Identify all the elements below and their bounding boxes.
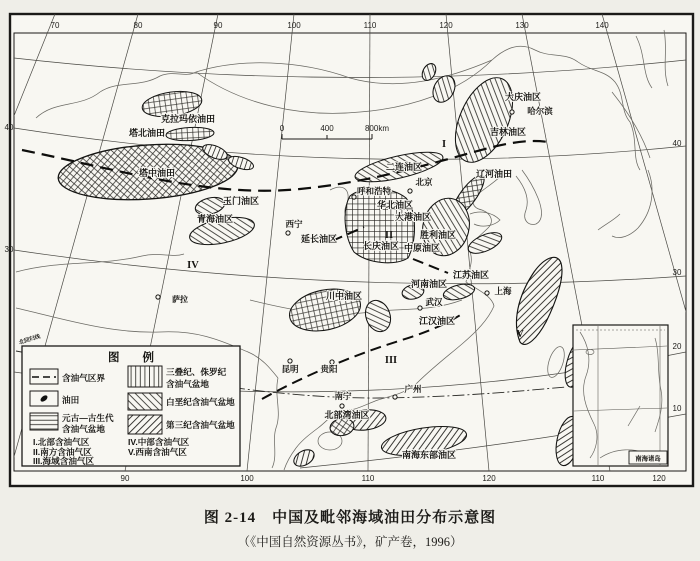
legend-symbol-proterozoic <box>30 413 58 430</box>
legend-symbol-tertiary <box>128 415 162 434</box>
legend-symbol-triassic-jurassic <box>128 366 162 387</box>
map-label: 萨拉 <box>172 295 188 304</box>
map-label: 北部湾油区 <box>324 410 370 420</box>
legend-zone: II.南方含油气区 <box>33 447 92 457</box>
map-label: 南宁 <box>334 391 352 401</box>
inset-box <box>573 325 668 466</box>
latitude-label-right: 40 <box>672 139 682 148</box>
longitude-label-top: 90 <box>213 21 223 30</box>
longitude-label-top: 80 <box>133 21 143 30</box>
legend-label: 含油气盆地 <box>62 424 105 434</box>
longitude-label-inset: 120 <box>652 474 666 483</box>
map-label: 中原油区 <box>403 243 441 253</box>
map-label: 哈尔滨 <box>527 106 553 116</box>
map-label: 西宁 <box>285 219 303 229</box>
legend-label: 含油气区界 <box>62 373 105 383</box>
caption-title: 图 2-14 中国及毗邻海域油田分布示意图 <box>203 510 497 526</box>
city-marker <box>408 189 412 193</box>
map-label: 武汉 <box>425 297 443 307</box>
map-label: 玉门油区 <box>222 196 260 206</box>
map-label: 南海东部油区 <box>401 450 457 460</box>
legend-zone: III.海域含油气区 <box>33 456 95 466</box>
map-label: 川中油区 <box>325 291 363 301</box>
latitude-label-right: 20 <box>672 342 682 351</box>
city-marker <box>418 306 422 310</box>
legend-label: 含油气盆地 <box>166 379 209 389</box>
latitude-label-left: 40 <box>4 123 14 132</box>
zone-numeral: I <box>441 139 447 150</box>
longitude-label-top: 140 <box>595 21 609 30</box>
map-label: 江苏油区 <box>452 270 490 280</box>
longitude-label-top: 70 <box>50 21 60 30</box>
longitude-label-bottom: 90 <box>120 474 130 483</box>
tropic-of-cancer-label: 北回归线 <box>18 333 42 347</box>
map-label: 华北油区 <box>376 200 414 210</box>
legend-symbol-cretaceous <box>128 393 162 410</box>
map-label: 辽河油田 <box>475 169 513 179</box>
longitude-label-bottom: 100 <box>240 474 254 483</box>
map-label: 塔中油田 <box>138 168 176 178</box>
city-marker <box>485 291 489 295</box>
caption-source: （《中国自然资源丛书》，矿产卷，1996） <box>237 535 463 549</box>
longitude-label-top: 110 <box>363 21 377 30</box>
map-label: 塔北油田 <box>128 128 166 138</box>
longitude-label-bottom: 120 <box>482 474 496 483</box>
city-marker <box>510 110 514 114</box>
map-label: 江汉油区 <box>418 316 456 326</box>
map-label: 二连油区 <box>385 162 423 172</box>
city-marker <box>288 359 292 363</box>
map-label: 广州 <box>404 384 422 394</box>
map-label: 大港油区 <box>394 212 432 222</box>
inset-title: 南海诸岛 <box>635 455 661 463</box>
latitude-label-right: 10 <box>672 404 682 413</box>
latitude-label-right: 30 <box>672 268 682 277</box>
legend-label: 油田 <box>62 395 80 405</box>
scale-tick-label: 400 <box>320 124 334 133</box>
longitude-label-inset: 110 <box>591 474 605 483</box>
map-label: 北京 <box>415 177 433 187</box>
legend-zone: IV.中部含油气区 <box>128 437 190 447</box>
longitude-label-top: 100 <box>287 21 301 30</box>
city-marker <box>352 195 356 199</box>
city-marker <box>156 295 160 299</box>
map-label: 呼和浩特 <box>356 186 392 196</box>
city-marker <box>393 395 397 399</box>
scale-tick-label: 0 <box>279 124 285 133</box>
map-label: 延长油区 <box>300 234 338 244</box>
map-label: 大庆油区 <box>504 92 542 102</box>
map-label: 吉林油区 <box>489 127 527 137</box>
figure-caption <box>0 506 700 550</box>
zone-numeral: IV <box>187 260 199 271</box>
city-marker <box>340 404 344 408</box>
map-label: 昆明 <box>281 364 299 374</box>
legend-title: 图 例 <box>108 352 154 364</box>
legend <box>22 346 240 466</box>
map-label: 青海油区 <box>196 214 234 224</box>
longitude-label-top: 120 <box>439 21 453 30</box>
legend-label: 第三纪含油气盆地 <box>166 420 235 430</box>
longitude-label-top: 130 <box>515 21 529 30</box>
zone-numeral: V <box>516 329 524 340</box>
zone-numeral: II <box>384 230 394 241</box>
legend-label: 元古—古生代 <box>62 413 114 423</box>
map-label: 克拉玛依油田 <box>160 114 216 124</box>
map-label: 贵阳 <box>320 364 338 374</box>
longitude-label-bottom: 110 <box>361 474 375 483</box>
legend-zone: V.西南含油气区 <box>128 447 187 457</box>
latitude-label-left: 30 <box>4 245 14 254</box>
map-label: 上海 <box>494 286 512 296</box>
legend-label: 白垩纪含油气盆地 <box>166 397 235 407</box>
city-marker <box>286 231 290 235</box>
map-label: 长庆油区 <box>362 241 400 251</box>
map-label: 河南油区 <box>410 279 448 289</box>
scale-tick-label: 800km <box>364 124 390 133</box>
legend-zone: I.北部含油气区 <box>33 437 90 447</box>
zone-numeral: III <box>384 355 398 366</box>
south-china-sea-inset <box>573 325 668 466</box>
legend-label: 三叠纪、侏罗纪 <box>166 367 227 377</box>
map-label: 胜利油区 <box>419 230 457 240</box>
